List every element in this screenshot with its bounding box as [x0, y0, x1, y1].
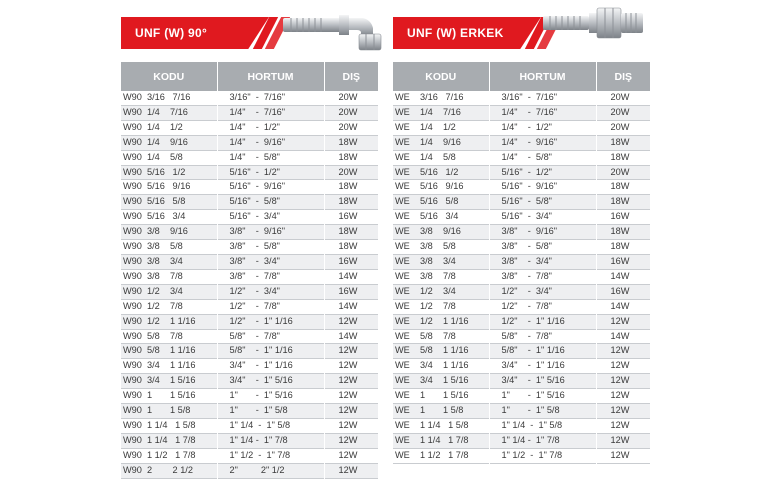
- cell-dis: 20W: [338, 121, 358, 132]
- header-hortum: HORTUM: [217, 62, 324, 91]
- cell-hortum: 5/16" - 3/4": [217, 210, 324, 225]
- table-row: [121, 463, 378, 478]
- cell-dis: 20W: [596, 165, 650, 180]
- cell-kodu: W90 1 1/4 1 5/8: [121, 418, 217, 433]
- cell-hortum: 5/16" - 9/16": [489, 180, 596, 195]
- cell-hortum: 1/2" - 7/8": [217, 299, 324, 314]
- cell-hortum: 5/16" - 5/8": [217, 195, 324, 210]
- cell-hortum: 1/2" - 3/4": [217, 284, 324, 299]
- elbow-fitting-image: [281, 10, 391, 52]
- cell-kodu: W90 1 1/2 1 7/8: [121, 448, 217, 463]
- table-row: [121, 254, 378, 269]
- cell-dis: 16W: [338, 211, 358, 222]
- cell-dis: 18W: [324, 225, 378, 240]
- table-row: [393, 269, 650, 284]
- cell-kodu: WE 3/8 3/4: [393, 254, 489, 269]
- cell-kodu: WE 3/16 7/16: [393, 91, 489, 105]
- cell-dis: 18W: [610, 241, 630, 252]
- header-kodu: KODU: [393, 62, 489, 91]
- cell-kodu: WE 1/4 7/16: [393, 105, 489, 120]
- cell-hortum: 1/2" - 7/8": [489, 299, 596, 314]
- table-row: [393, 284, 650, 299]
- unf-w-90-panel: [121, 14, 378, 479]
- cell-kodu: W90 3/4 1 5/16: [121, 374, 217, 389]
- cell-hortum: 1/4" - 9/16": [217, 135, 324, 150]
- cell-hortum: 1/2" - 3/4": [489, 284, 596, 299]
- table-row: [393, 165, 650, 180]
- table-row: [121, 344, 378, 359]
- cell-kodu: WE 3/4 1 1/16: [393, 359, 489, 374]
- cell-hortum: 2" 2" 1/2: [217, 463, 324, 478]
- cell-kodu: WE 1 1/2 1 7/8: [393, 448, 489, 463]
- cell-dis: 20W: [338, 92, 358, 102]
- table-row: [121, 180, 378, 195]
- table-row: [121, 299, 378, 314]
- table-row: [393, 254, 650, 269]
- cell-dis: 12W: [610, 390, 630, 401]
- table-row: [393, 135, 650, 150]
- cell-dis: 12W: [324, 314, 378, 329]
- cell-dis: 16W: [596, 254, 650, 269]
- table-row: [121, 150, 378, 165]
- cell-hortum: 5/8" - 1" 1/16: [489, 344, 596, 359]
- cell-hortum: 1" - 1" 5/16: [489, 389, 596, 404]
- cell-kodu: W90 1/4 5/8: [121, 150, 217, 165]
- table-row: [393, 299, 650, 314]
- cell-hortum: 5/16" - 1/2": [489, 165, 596, 180]
- cell-kodu: WE 3/8 9/16: [393, 225, 489, 240]
- cell-dis: 18W: [338, 151, 358, 162]
- header-hortum: HORTUM: [489, 62, 596, 91]
- cell-kodu: W90 2 2 1/2: [121, 463, 217, 478]
- cell-kodu: WE 5/16 3/4: [393, 210, 489, 225]
- cell-hortum: 1" 1/4 - 1" 5/8: [217, 418, 324, 433]
- cell-dis: 20W: [610, 92, 630, 102]
- table-row: [393, 180, 650, 195]
- panel-title: UNF (W) ERKEK: [407, 26, 504, 40]
- cell-kodu: WE 5/16 9/16: [393, 180, 489, 195]
- header-dis: DIŞ: [324, 62, 378, 91]
- table-row: [393, 344, 650, 359]
- cell-dis: 20W: [610, 121, 630, 132]
- cell-dis: 18W: [596, 135, 650, 150]
- cell-dis: 12W: [596, 404, 650, 419]
- cell-hortum: 3/4" - 1" 5/16: [489, 374, 596, 389]
- cell-dis: 20W: [596, 105, 650, 120]
- table-row: [393, 418, 650, 433]
- cell-dis: 14W: [610, 330, 630, 341]
- cell-dis: 12W: [610, 419, 630, 430]
- cell-dis: 16W: [324, 284, 378, 299]
- spec-table: [393, 62, 650, 464]
- cell-dis: 12W: [324, 433, 378, 448]
- cell-dis: 14W: [338, 270, 358, 281]
- cell-dis: 18W: [324, 135, 378, 150]
- table-row: [393, 240, 650, 255]
- cell-dis: 12W: [324, 404, 378, 419]
- cell-hortum: 3/4" - 1" 1/16: [489, 359, 596, 374]
- table-row: [121, 329, 378, 344]
- cell-kodu: W90 5/8 7/8: [121, 329, 217, 344]
- table-row: [393, 120, 650, 135]
- cell-hortum: 3/16" - 7/16": [489, 91, 596, 105]
- unf-w-erkek-panel: [393, 14, 650, 464]
- cell-dis: 12W: [338, 360, 358, 371]
- cell-hortum: 3/8" - 5/8": [489, 240, 596, 255]
- cell-kodu: W90 1/4 9/16: [121, 135, 217, 150]
- cell-kodu: W90 5/16 1/2: [121, 165, 217, 180]
- cell-hortum: 3/4" - 1" 1/16: [217, 359, 324, 374]
- cell-kodu: W90 1 1 5/16: [121, 389, 217, 404]
- cell-kodu: W90 3/16 7/16: [121, 91, 217, 105]
- title-banner: [121, 14, 378, 50]
- cell-hortum: 3/8" - 3/4": [217, 254, 324, 269]
- cell-dis: 12W: [338, 390, 358, 401]
- cell-hortum: 1/2" - 1" 1/16: [217, 314, 324, 329]
- table-row: [121, 210, 378, 225]
- cell-hortum: 1" - 1" 5/8: [217, 404, 324, 419]
- cell-hortum: 1/2" - 1" 1/16: [489, 314, 596, 329]
- cell-kodu: WE 1 1 5/16: [393, 389, 489, 404]
- table-row: [121, 165, 378, 180]
- table-row: [393, 225, 650, 240]
- cell-dis: 18W: [610, 181, 630, 192]
- cell-hortum: 1/4" - 9/16": [489, 135, 596, 150]
- cell-kodu: WE 5/16 5/8: [393, 195, 489, 210]
- cell-hortum: 3/8" - 9/16": [217, 225, 324, 240]
- cell-kodu: WE 3/8 7/8: [393, 269, 489, 284]
- cell-dis: 18W: [596, 225, 650, 240]
- cell-kodu: WE 5/8 7/8: [393, 329, 489, 344]
- spec-table: [121, 62, 378, 479]
- cell-hortum: 1" 1/4 - 1" 5/8: [489, 418, 596, 433]
- cell-hortum: 5/16" - 3/4": [489, 210, 596, 225]
- cell-kodu: WE 3/8 5/8: [393, 240, 489, 255]
- cell-kodu: W90 5/8 1 1/16: [121, 344, 217, 359]
- cell-dis: 12W: [338, 449, 358, 460]
- cell-hortum: 1" 1/4 - 1" 7/8: [489, 433, 596, 448]
- table-row: [393, 105, 650, 120]
- cell-hortum: 1" - 1" 5/16: [217, 389, 324, 404]
- cell-dis: 16W: [596, 284, 650, 299]
- cell-kodu: W90 1/4 7/16: [121, 105, 217, 120]
- table-row: [121, 359, 378, 374]
- cell-kodu: W90 1 1/4 1 7/8: [121, 433, 217, 448]
- cell-dis: 12W: [610, 449, 630, 460]
- cell-kodu: W90 5/16 9/16: [121, 180, 217, 195]
- cell-hortum: 1/4" - 7/16": [217, 105, 324, 120]
- table-row: [393, 448, 650, 463]
- cell-hortum: 1" 1/2 - 1" 7/8: [217, 448, 324, 463]
- cell-kodu: W90 1/2 1 1/16: [121, 314, 217, 329]
- cell-kodu: W90 1/4 1/2: [121, 120, 217, 135]
- table-row: [393, 389, 650, 404]
- cell-dis: 12W: [596, 433, 650, 448]
- table-header-row: [393, 62, 650, 91]
- table-row: [393, 150, 650, 165]
- cell-hortum: 1" 1/4 - 1" 7/8: [217, 433, 324, 448]
- cell-hortum: 5/8" - 7/8": [489, 329, 596, 344]
- cell-dis: 12W: [610, 360, 630, 371]
- cell-kodu: W90 3/8 9/16: [121, 225, 217, 240]
- table-row: [393, 374, 650, 389]
- cell-hortum: 1/4" - 7/16": [489, 105, 596, 120]
- cell-dis: 18W: [338, 181, 358, 192]
- cell-kodu: WE 5/16 1/2: [393, 165, 489, 180]
- cell-dis: 14W: [610, 270, 630, 281]
- table-row: [121, 269, 378, 284]
- cell-kodu: W90 1 1 5/8: [121, 404, 217, 419]
- cell-hortum: 5/16" - 1/2": [217, 165, 324, 180]
- cell-hortum: 1" - 1" 5/8: [489, 404, 596, 419]
- cell-dis: 12W: [338, 419, 358, 430]
- table-row: [121, 404, 378, 419]
- cell-dis: 14W: [610, 300, 630, 311]
- cell-dis: 12W: [324, 344, 378, 359]
- cell-dis: 18W: [324, 195, 378, 210]
- cell-hortum: 5/16" - 5/8": [489, 195, 596, 210]
- cell-dis: 16W: [324, 254, 378, 269]
- cell-dis: 12W: [596, 314, 650, 329]
- table-row: [121, 91, 378, 105]
- cell-dis: 20W: [324, 105, 378, 120]
- cell-dis: 12W: [324, 463, 378, 478]
- panel-title: UNF (W) 90°: [135, 26, 208, 40]
- table-row: [393, 359, 650, 374]
- cell-hortum: 5/16" - 9/16": [217, 180, 324, 195]
- cell-dis: 18W: [338, 241, 358, 252]
- cell-kodu: W90 5/16 5/8: [121, 195, 217, 210]
- cell-kodu: WE 1/2 1 1/16: [393, 314, 489, 329]
- cell-kodu: WE 1 1/4 1 5/8: [393, 418, 489, 433]
- cell-hortum: 3/8" - 7/8": [217, 269, 324, 284]
- table-row: [121, 195, 378, 210]
- cell-kodu: WE 1/4 9/16: [393, 135, 489, 150]
- cell-dis: 12W: [596, 374, 650, 389]
- cell-kodu: WE 1/4 1/2: [393, 120, 489, 135]
- cell-dis: 20W: [324, 165, 378, 180]
- cell-kodu: WE 1/2 7/8: [393, 299, 489, 314]
- table-row: [393, 91, 650, 105]
- cell-hortum: 3/8" - 5/8": [217, 240, 324, 255]
- cell-hortum: 3/16" - 7/16": [217, 91, 324, 105]
- header-kodu: KODU: [121, 62, 217, 91]
- cell-hortum: 3/4" - 1" 5/16: [217, 374, 324, 389]
- cell-hortum: 3/8" - 9/16": [489, 225, 596, 240]
- table-row: [393, 433, 650, 448]
- cell-hortum: 1/4" - 5/8": [489, 150, 596, 165]
- table-row: [121, 135, 378, 150]
- table-row: [393, 404, 650, 419]
- header-dis: DIŞ: [596, 62, 650, 91]
- table-row: [121, 448, 378, 463]
- table-row: [393, 195, 650, 210]
- cell-kodu: W90 3/8 7/8: [121, 269, 217, 284]
- cell-kodu: W90 3/8 3/4: [121, 254, 217, 269]
- cell-kodu: W90 5/16 3/4: [121, 210, 217, 225]
- cell-hortum: 5/8" - 1" 1/16: [217, 344, 324, 359]
- cell-kodu: WE 1/2 3/4: [393, 284, 489, 299]
- male-fitting-image: [541, 4, 649, 44]
- cell-kodu: W90 3/8 5/8: [121, 240, 217, 255]
- cell-kodu: WE 1 1/4 1 7/8: [393, 433, 489, 448]
- title-banner: [393, 14, 650, 50]
- cell-kodu: W90 1/2 3/4: [121, 284, 217, 299]
- cell-hortum: 3/8" - 3/4": [489, 254, 596, 269]
- cell-dis: 12W: [596, 344, 650, 359]
- cell-hortum: 1/4" - 5/8": [217, 150, 324, 165]
- cell-hortum: 5/8" - 7/8": [217, 329, 324, 344]
- table-row: [121, 225, 378, 240]
- table-row: [121, 314, 378, 329]
- table-row: [121, 105, 378, 120]
- cell-dis: 14W: [338, 330, 358, 341]
- cell-kodu: WE 1/4 5/8: [393, 150, 489, 165]
- cell-kodu: W90 3/4 1 1/16: [121, 359, 217, 374]
- cell-dis: 18W: [596, 195, 650, 210]
- cell-kodu: WE 5/8 1 1/16: [393, 344, 489, 359]
- table-row: [121, 240, 378, 255]
- cell-dis: 18W: [610, 151, 630, 162]
- cell-kodu: WE 3/4 1 5/16: [393, 374, 489, 389]
- cell-dis: 16W: [610, 211, 630, 222]
- table-row: [121, 374, 378, 389]
- table-header-row: [121, 62, 378, 91]
- table-row: [393, 314, 650, 329]
- cell-dis: 12W: [324, 374, 378, 389]
- cell-hortum: 1/4" - 1/2": [489, 120, 596, 135]
- table-row: [121, 418, 378, 433]
- table-row: [121, 120, 378, 135]
- cell-hortum: 1/4" - 1/2": [217, 120, 324, 135]
- cell-hortum: 1" 1/2 - 1" 7/8: [489, 448, 596, 463]
- cell-kodu: WE 1 1 5/8: [393, 404, 489, 419]
- cell-dis: 14W: [338, 300, 358, 311]
- table-row: [121, 389, 378, 404]
- table-row: [393, 210, 650, 225]
- table-row: [393, 329, 650, 344]
- cell-hortum: 3/8" - 7/8": [489, 269, 596, 284]
- cell-kodu: W90 1/2 7/8: [121, 299, 217, 314]
- table-row: [121, 433, 378, 448]
- table-row: [121, 284, 378, 299]
